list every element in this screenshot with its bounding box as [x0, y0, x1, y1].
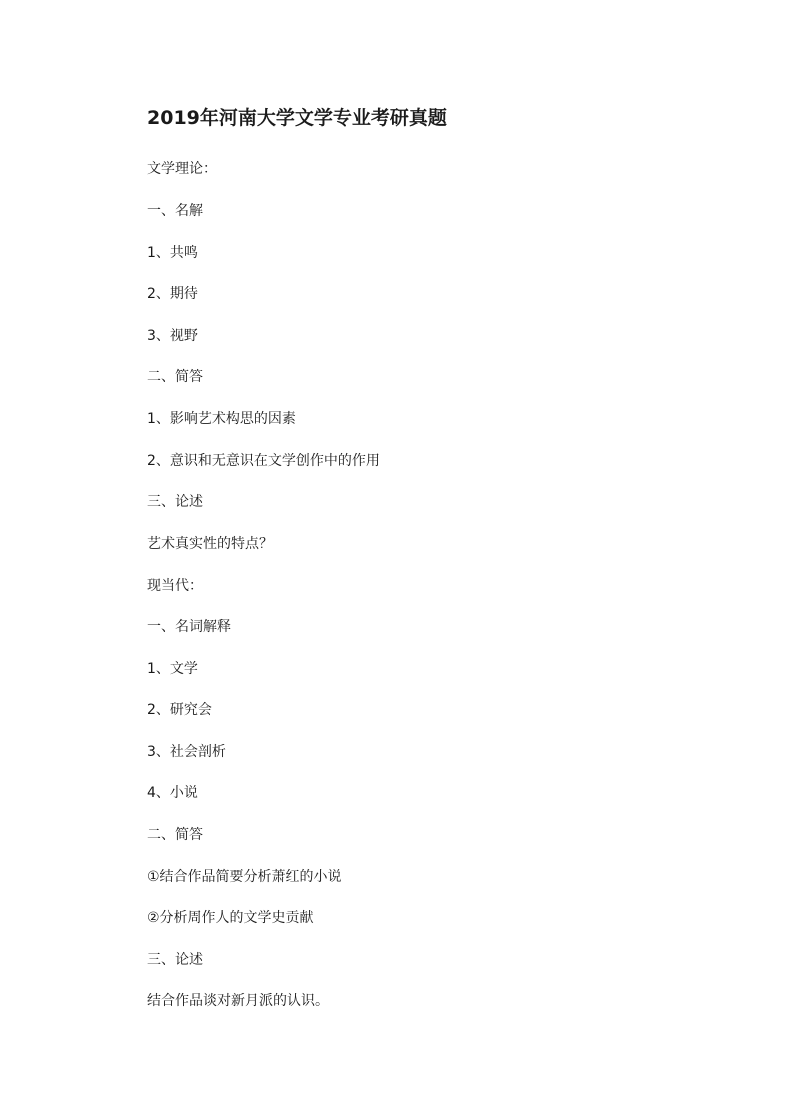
question-item: 2、研究会 — [147, 702, 212, 718]
question-item: 3、社会剖析 — [147, 744, 226, 760]
section-heading-literary-theory: 文学理论： — [147, 161, 217, 177]
question-item: 2、期待 — [147, 286, 198, 302]
question-item: 艺术真实性的特点？ — [147, 536, 273, 552]
part-heading: 一、名词解释 — [147, 619, 231, 635]
section-heading-modern-contemporary: 现当代： — [147, 578, 203, 594]
question-item: 1、文学 — [147, 661, 198, 677]
question-item: ②分析周作人的文学史贡献 — [147, 910, 314, 926]
part-heading: 三、论述 — [147, 494, 203, 510]
question-item: 结合作品谈对新月派的认识。 — [147, 993, 329, 1009]
question-item: 2、意识和无意识在文学创作中的作用 — [147, 453, 380, 469]
question-item: 1、共鸣 — [147, 245, 198, 261]
question-item: ①结合作品简要分析萧红的小说 — [147, 869, 342, 885]
document-title: 2019年河南大学文学专业考研真题 — [147, 107, 447, 129]
part-heading: 二、简答 — [147, 827, 203, 843]
part-heading: 三、论述 — [147, 952, 203, 968]
question-item: 1、影响艺术构思的因素 — [147, 411, 296, 427]
part-heading: 一、名解 — [147, 203, 203, 219]
question-item: 4、小说 — [147, 785, 198, 801]
part-heading: 二、简答 — [147, 369, 203, 385]
question-item: 3、视野 — [147, 328, 198, 344]
